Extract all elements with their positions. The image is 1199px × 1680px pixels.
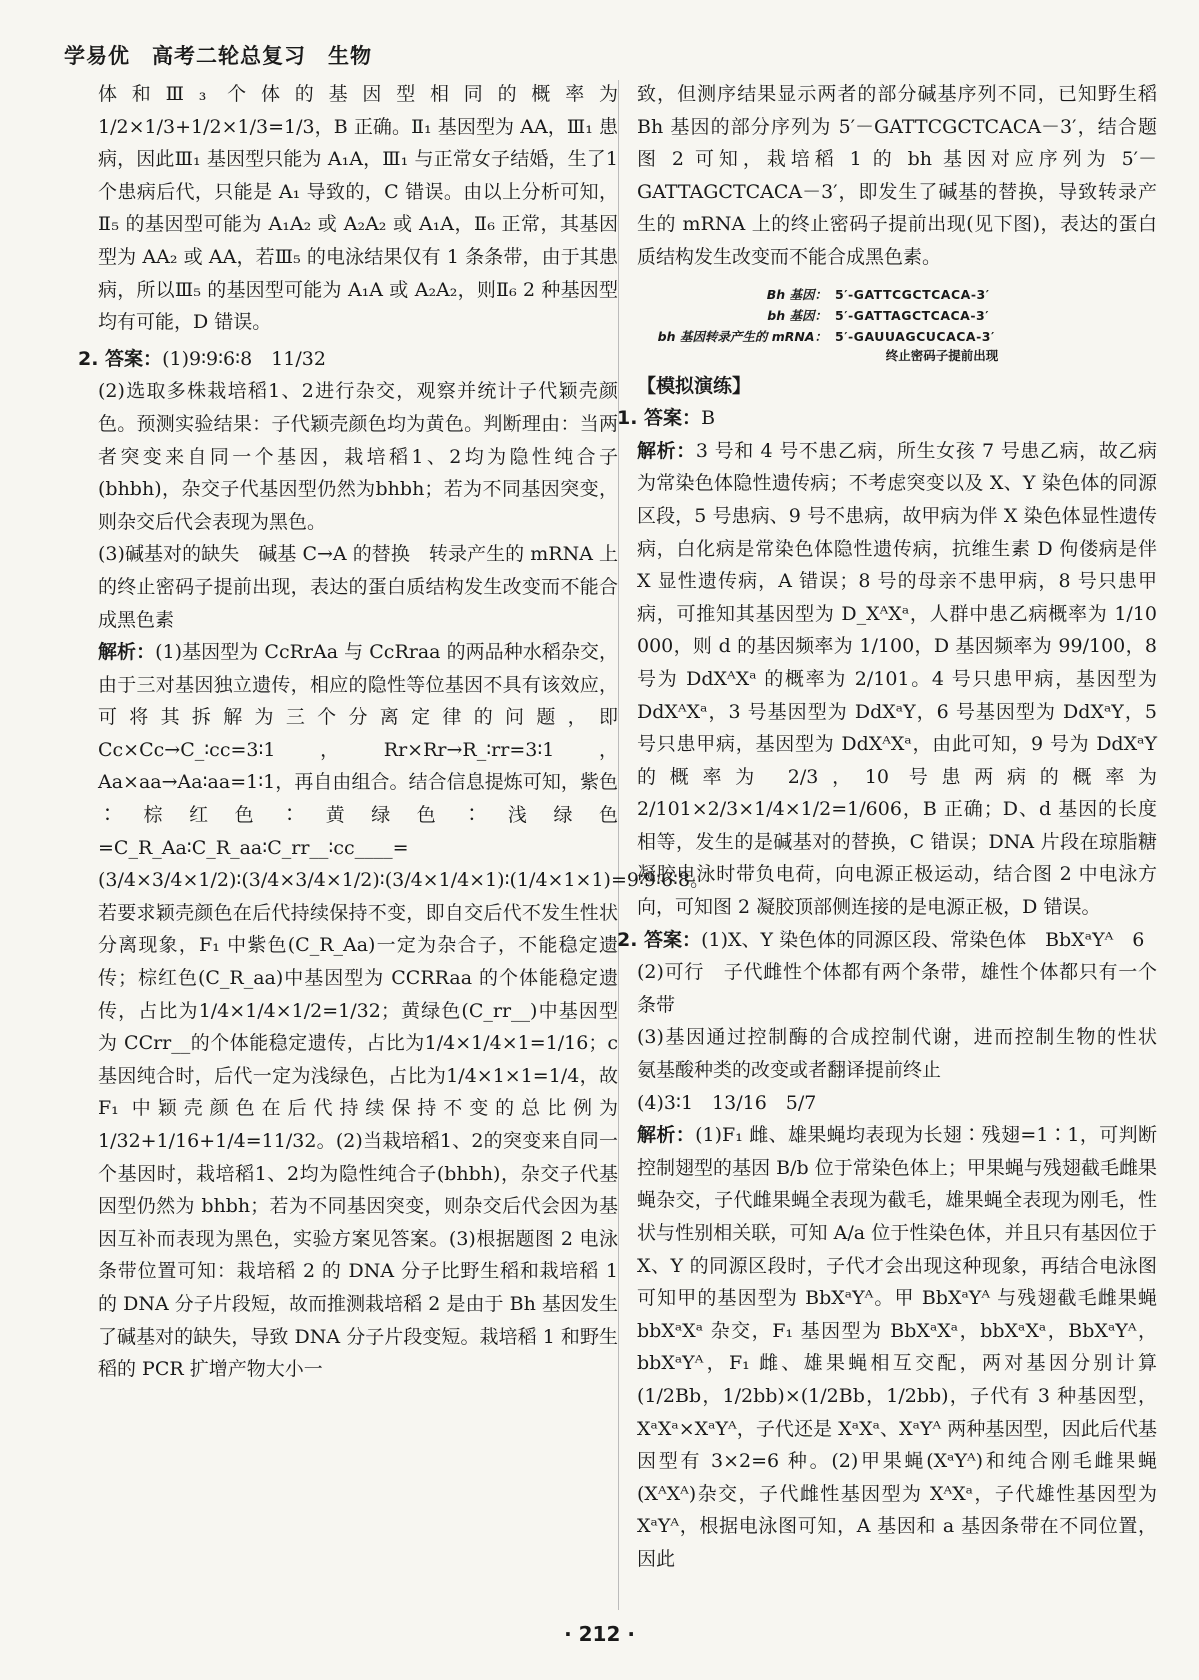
- dna-row1-seq: 5′-GATTCGCTCACA-3′: [835, 286, 990, 302]
- q2-answer-1: (1)9∶9∶6∶8 11/32: [162, 347, 326, 370]
- page-number: · 212 ·: [564, 1622, 635, 1646]
- q2-answer-label: 2. 答案：: [78, 347, 163, 370]
- section-title: 【模拟演练】: [637, 374, 752, 397]
- dna-row2-label: bh 基因：: [767, 307, 827, 323]
- r-q2-answer-4: (4)3∶1 13/16 5/7: [637, 1091, 817, 1114]
- column-divider: [618, 80, 619, 1610]
- dna-row1-label: Bh 基因：: [766, 286, 827, 302]
- r-q1-answer: B: [701, 407, 716, 430]
- r-q1-analysis: 3 号和 4 号不患乙病，所生女孩 7 号患乙病，故乙病为常染色体隐性遗传病；不考虑突变以及 X、Y 染色体的同源区段，5 号患病、9 号不患病，故甲病为伴 X 染色体显性遗传病，白化病是常染色体隐性遗传病，抗维生素 D 佝偻病是伴 X 显性遗传病，A 错误；8 号的母亲不患甲病，8 号只患甲病，可推知其基因型为 D_XᴬXᵃ，人群中患乙病概率为 1/10 000，则 d 的基因频率为 1/100，D 基因频率为 99/100，8 号为 DdXᴬXᵃ 的概率为 2/101。4 号只患甲病，基因型为 DdXᴬXᵃ，3 号基因型为 DdXᵃY，6 号基因型为 DdXᵃY，5 号只患甲病，基因型为 DdXᴬXᵃ，由此可知，9 号为 DdXᵃY 的概率为 2/3，10 号患两病的概率为 2/101×2/3×1/4×1/2=1/606，B 正确；D、d 基因的长度相等，发生的是碱基对的替换，C 错误；DNA 片段在琼脂糖凝胶电泳时带负电荷，向电源正极运动，结合图 2 中电泳方向，可知图 2 凝胶顶部侧连接的是电源正极，D 错误。: [637, 439, 1157, 919]
- r-q1-analysis-label: 解析：: [637, 439, 696, 462]
- dna-row3-label: bh 基因转录产生的 mRNA：: [657, 328, 827, 344]
- page-header: 学易优 高考二轮总复习 生物: [64, 44, 372, 68]
- q2-answer-3: (3)碱基对的缺失 碱基 C→A 的替换 转录产生的 mRNA 上的终止密码子提前出现，表达的蛋白质结构发生改变而不能合成黑色素: [98, 543, 618, 631]
- q2-analysis-label: 解析：: [98, 641, 156, 664]
- dna-row3-seq: 5′-GAUUAGCUCACA-3′: [835, 328, 995, 344]
- dna-row2-seq: 5′-GATTAGCTCACA-3′: [835, 307, 990, 323]
- r-q1-answer-label: 1. 答案：: [617, 407, 702, 430]
- right-paragraph-1: 致，但测序结果显示两者的部分碱基序列不同，已知野生稻 Bh 基因的部分序列为 5′－GATTCGCTCACA－3′，结合题图 2 可知，栽培稻 1 的 bh 基因对应序列为 5′－GATTAGCTCACA－3′，即发生了碱基的替换，导致转录产生的 mRNA 上的终止密码子提前出现(见下图)，表达的蛋白质结构发生改变而不能合成黑色素。: [637, 83, 1157, 268]
- r-q2-answer-3: (3)基因通过控制酶的合成控制代谢，进而控制生物的性状 氨基酸种类的改变或者翻译提前终止: [637, 1026, 1177, 1082]
- r-q2-analysis: (1)F₁ 雌、雄果蝇均表现为长翅∶残翅=1∶1，可判断控制翅型的基因 B/b 位于常染色体上；甲果蝇与残翅截毛雌果蝇杂交，子代雌果蝇全表现为截毛，雄果蝇全表现为刚毛，性状与性别相关联，可知 A/a 位于性染色体，并且只有基因位于 X、Y 的同源区段时，子代才会出现这种现象，再结合电泳图可知甲的基因型为 BbXᵃYᴬ。甲 BbXᵃYᴬ 与残翅截毛雌果蝇 bbXᵃXᵃ 杂交，F₁ 基因型为 BbXᵃXᵃ，bbXᵃXᵃ，BbXᵃYᴬ，bbXᵃYᴬ，F₁ 雌、雄果蝇相互交配，两对基因分别计算(1/2Bb，1/2bb)×(1/2Bb，1/2bb)，子代有 3 种基因型，XᵃXᵃ×XᵃYᴬ，子代还是 XᵃXᵃ、XᵃYᴬ 两种基因型，因此后代基因型有 3×2=6 种。(2)甲果蝇(XᵃYᴬ)和纯合刚毛雌果蝇(XᴬXᴬ)杂交，子代雌性基因型为 XᴬXᵃ，子代雄性基因型为 XᵃYᴬ，根据电泳图可知，A 基因和 a 基因条带在不同位置，因此: [637, 1124, 1157, 1570]
- q2-answer-2: (2)选取多株栽培稻1、2进行杂交，观察并统计子代颖壳颜色。预测实验结果：子代颖壳颜色均为黄色。判断理由：当两者突变来自同一个基因，栽培稻1、2均为隐性纯合子(bhbh)，杂交子代基因型仍然为bhbh；若为不同基因突变，则杂交后代会表现为黑色。: [98, 380, 618, 533]
- right-column: [617, 78, 1177, 1576]
- r-q2-answer-2: (2)可行 子代雌性个体都有两个条带，雄性个体都只有一个条带: [637, 961, 1157, 1016]
- left-paragraph-1: 体和Ⅲ₃ 个体的基因型相同的概率为1/2×1/3+1/2×1/3=1/3，B 正确。Ⅱ₁ 基因型为 AA，Ⅲ₁ 患病，因此Ⅲ₁ 基因型只能为 A₁A，Ⅲ₁ 与正常女子结婚，生了1个患病后代，只能是 A₁ 导致的，C 错误。由以上分析可知，Ⅱ₅ 的基因型可能为 A₁A₂ 或 A₂A₂ 或 A₁A，Ⅱ₆ 正常，其基因型为 AA₂ 或 AA，若Ⅲ₅ 的电泳结果仅有 1 条条带，由于其患病，所以Ⅲ₅ 的基因型可能为 A₁A 或 A₂A₂，则Ⅱ₆ 2 种基因型均有可能，D 错误。: [98, 83, 618, 334]
- dna-sequence-figure: [637, 284, 1157, 364]
- q2-analysis: (1)基因型为 CcRrAa 与 CcRraa 的两品种水稻杂交，由于三对基因独立遗传，相应的隐性等位基因不具有该效应，可将其拆解为三个分离定律的问题，即 Cc×Cc→C_∶cc=3∶1，Rr×Rr→R_∶rr=3∶1，Aa×aa→Aa∶aa=1∶1，再自由组合。结合信息提炼可知，紫色∶棕红色∶黄绿色∶浅绿色=C_R_Aa∶C_R_aa∶C_rr__∶cc____=(3/4×3/4×1/2)∶(3/4×3/4×1/2)∶(3/4×1/4×1)∶(1/4×1×1)=9∶9∶6∶8。若要求颖壳颜色在后代持续保持不变，即自交后代不发生性状分离现象，F₁ 中紫色(C_R_Aa)一定为杂合子，不能稳定遗传；棕红色(C_R_aa)中基因型为 CCRRaa 的个体能稳定遗传，占比为1/4×1/4×1/2=1/32；黄绿色(C_rr__)中基因型为 CCrr__的个体能稳定遗传，占比为1/4×1/4×1=1/16；c 基因纯合时，后代一定为浅绿色，占比为1/4×1×1=1/4，故 F₁ 中颖壳颜色在后代持续保持不变的总比例为1/32+1/16+1/4=11/32。(2)当栽培稻1、2的突变来自同一个基因时，栽培稻1、2均为隐性纯合子(bhbh)，杂交子代基因型仍然为 bhbh；若为不同基因突变，则杂交后代会因为基因互补而表现为黑色，实验方案见答案。(3)根据题图 2 电泳条带位置可知：栽培稻 2 的 DNA 分子比野生稻和栽培稻 1 的 DNA 分子片段短，故而推测栽培稻 2 是由于 Bh 基因发生了碱基对的缺失，导致 DNA 分子片段变短。栽培稻 1 和野生稻的 PCR 扩增产物大小一: [98, 641, 710, 1381]
- dna-note: 终止密码子提前出现: [885, 347, 999, 363]
- r-q2-answer-1: (1)X、Y 染色体的同源区段、常染色体 BbXᵃYᴬ 6: [701, 928, 1145, 951]
- r-q2-answer-label: 2. 答案：: [617, 928, 702, 951]
- r-q2-analysis-label: 解析：: [637, 1124, 696, 1147]
